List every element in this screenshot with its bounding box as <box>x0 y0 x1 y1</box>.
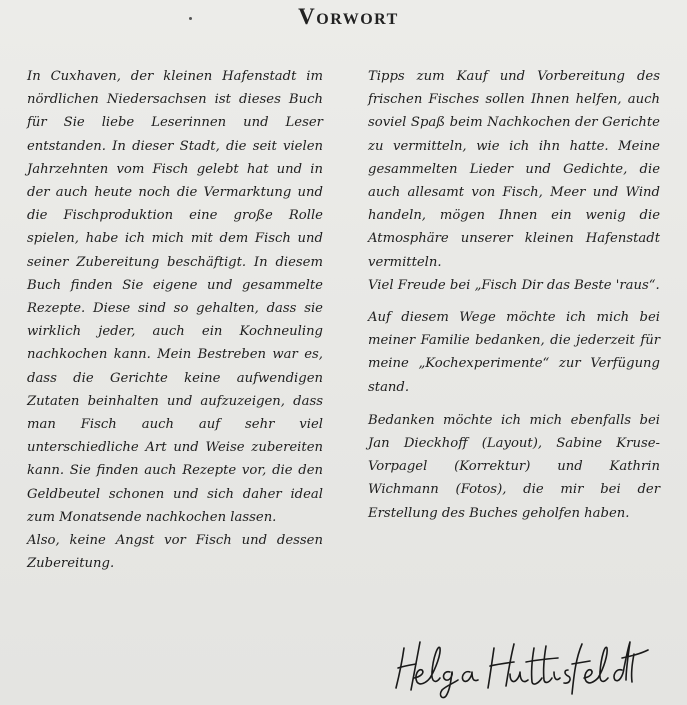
left-text-column <box>27 65 323 575</box>
page-title: Vorwort <box>298 4 399 29</box>
right-paragraph-2: Viel Freude bei „Fisch Dir das Beste 'raus“. <box>368 277 660 293</box>
right-text-column <box>368 65 660 525</box>
left-paragraph-1: In Cuxhaven, der kleinen Hafenstadt im nördlichen Niedersachsen ist dieses Buch für Sie liebe Leserinnen und Leser entstanden. In dieser Stadt, die seit vielen Jahrzehnten vom Fisch gelebt hat und in der auch heute noch die Vermarktung und die Fischproduktion eine große Rolle spielen, habe ich mich mit dem Fisch und seiner Zubereitung beschäftigt. In diesem Buch finden Sie eigene und gesammelte Rezepte. Diese sind so gehalten, dass sie wirklich jeder, auch ein Kochneuling nachkochen kann. Mein Bestreben war es, dass die Gerichte keine aufwendigen Zutaten beinhalten und aufzuzeigen, dass man Fisch auch auf sehr viel unterschiedliche Art und Weise zubereiten kann. Sie finden auch Rezepte vor, die den Geldbeutel schonen und sich daher ideal zum Monatsende nachkochen lassen. <box>27 69 323 525</box>
left-paragraph-2: Also, keine Angst vor Fisch und dessen Zubereitung. <box>27 533 323 572</box>
author-signature <box>386 628 646 698</box>
right-paragraph-3: Auf diesem Wege möchte ich mich bei meiner Familie bedanken, die jederzeit für meine „Kochexperimente“ zur Verfügung stand. <box>368 310 660 395</box>
signature-drawing <box>386 628 646 698</box>
right-paragraph-4: Bedanken möchte ich mich ebenfalls bei Jan Dieckhoff (Layout), Sabine Kruse-Vorpagel (Korrektur) und Kathrin Wichmann (Fotos), die mir bei der Erstellung des Buches geholfen haben. <box>368 412 660 521</box>
right-paragraph-1: Tipps zum Kauf und Vorbereitung des frischen Fisches sollen Ihnen helfen, auch soviel Spaß beim Nachkochen der Gerichte zu vermitteln, wie ich ihn hatte. Meine gesammelten Lieder und Gedichte, die auch allesamt von Fisch, Meer und Wind handeln, mögen Ihnen ein wenig die Atmosphäre unserer kleinen Hafenstadt vermitteln. <box>368 69 660 270</box>
